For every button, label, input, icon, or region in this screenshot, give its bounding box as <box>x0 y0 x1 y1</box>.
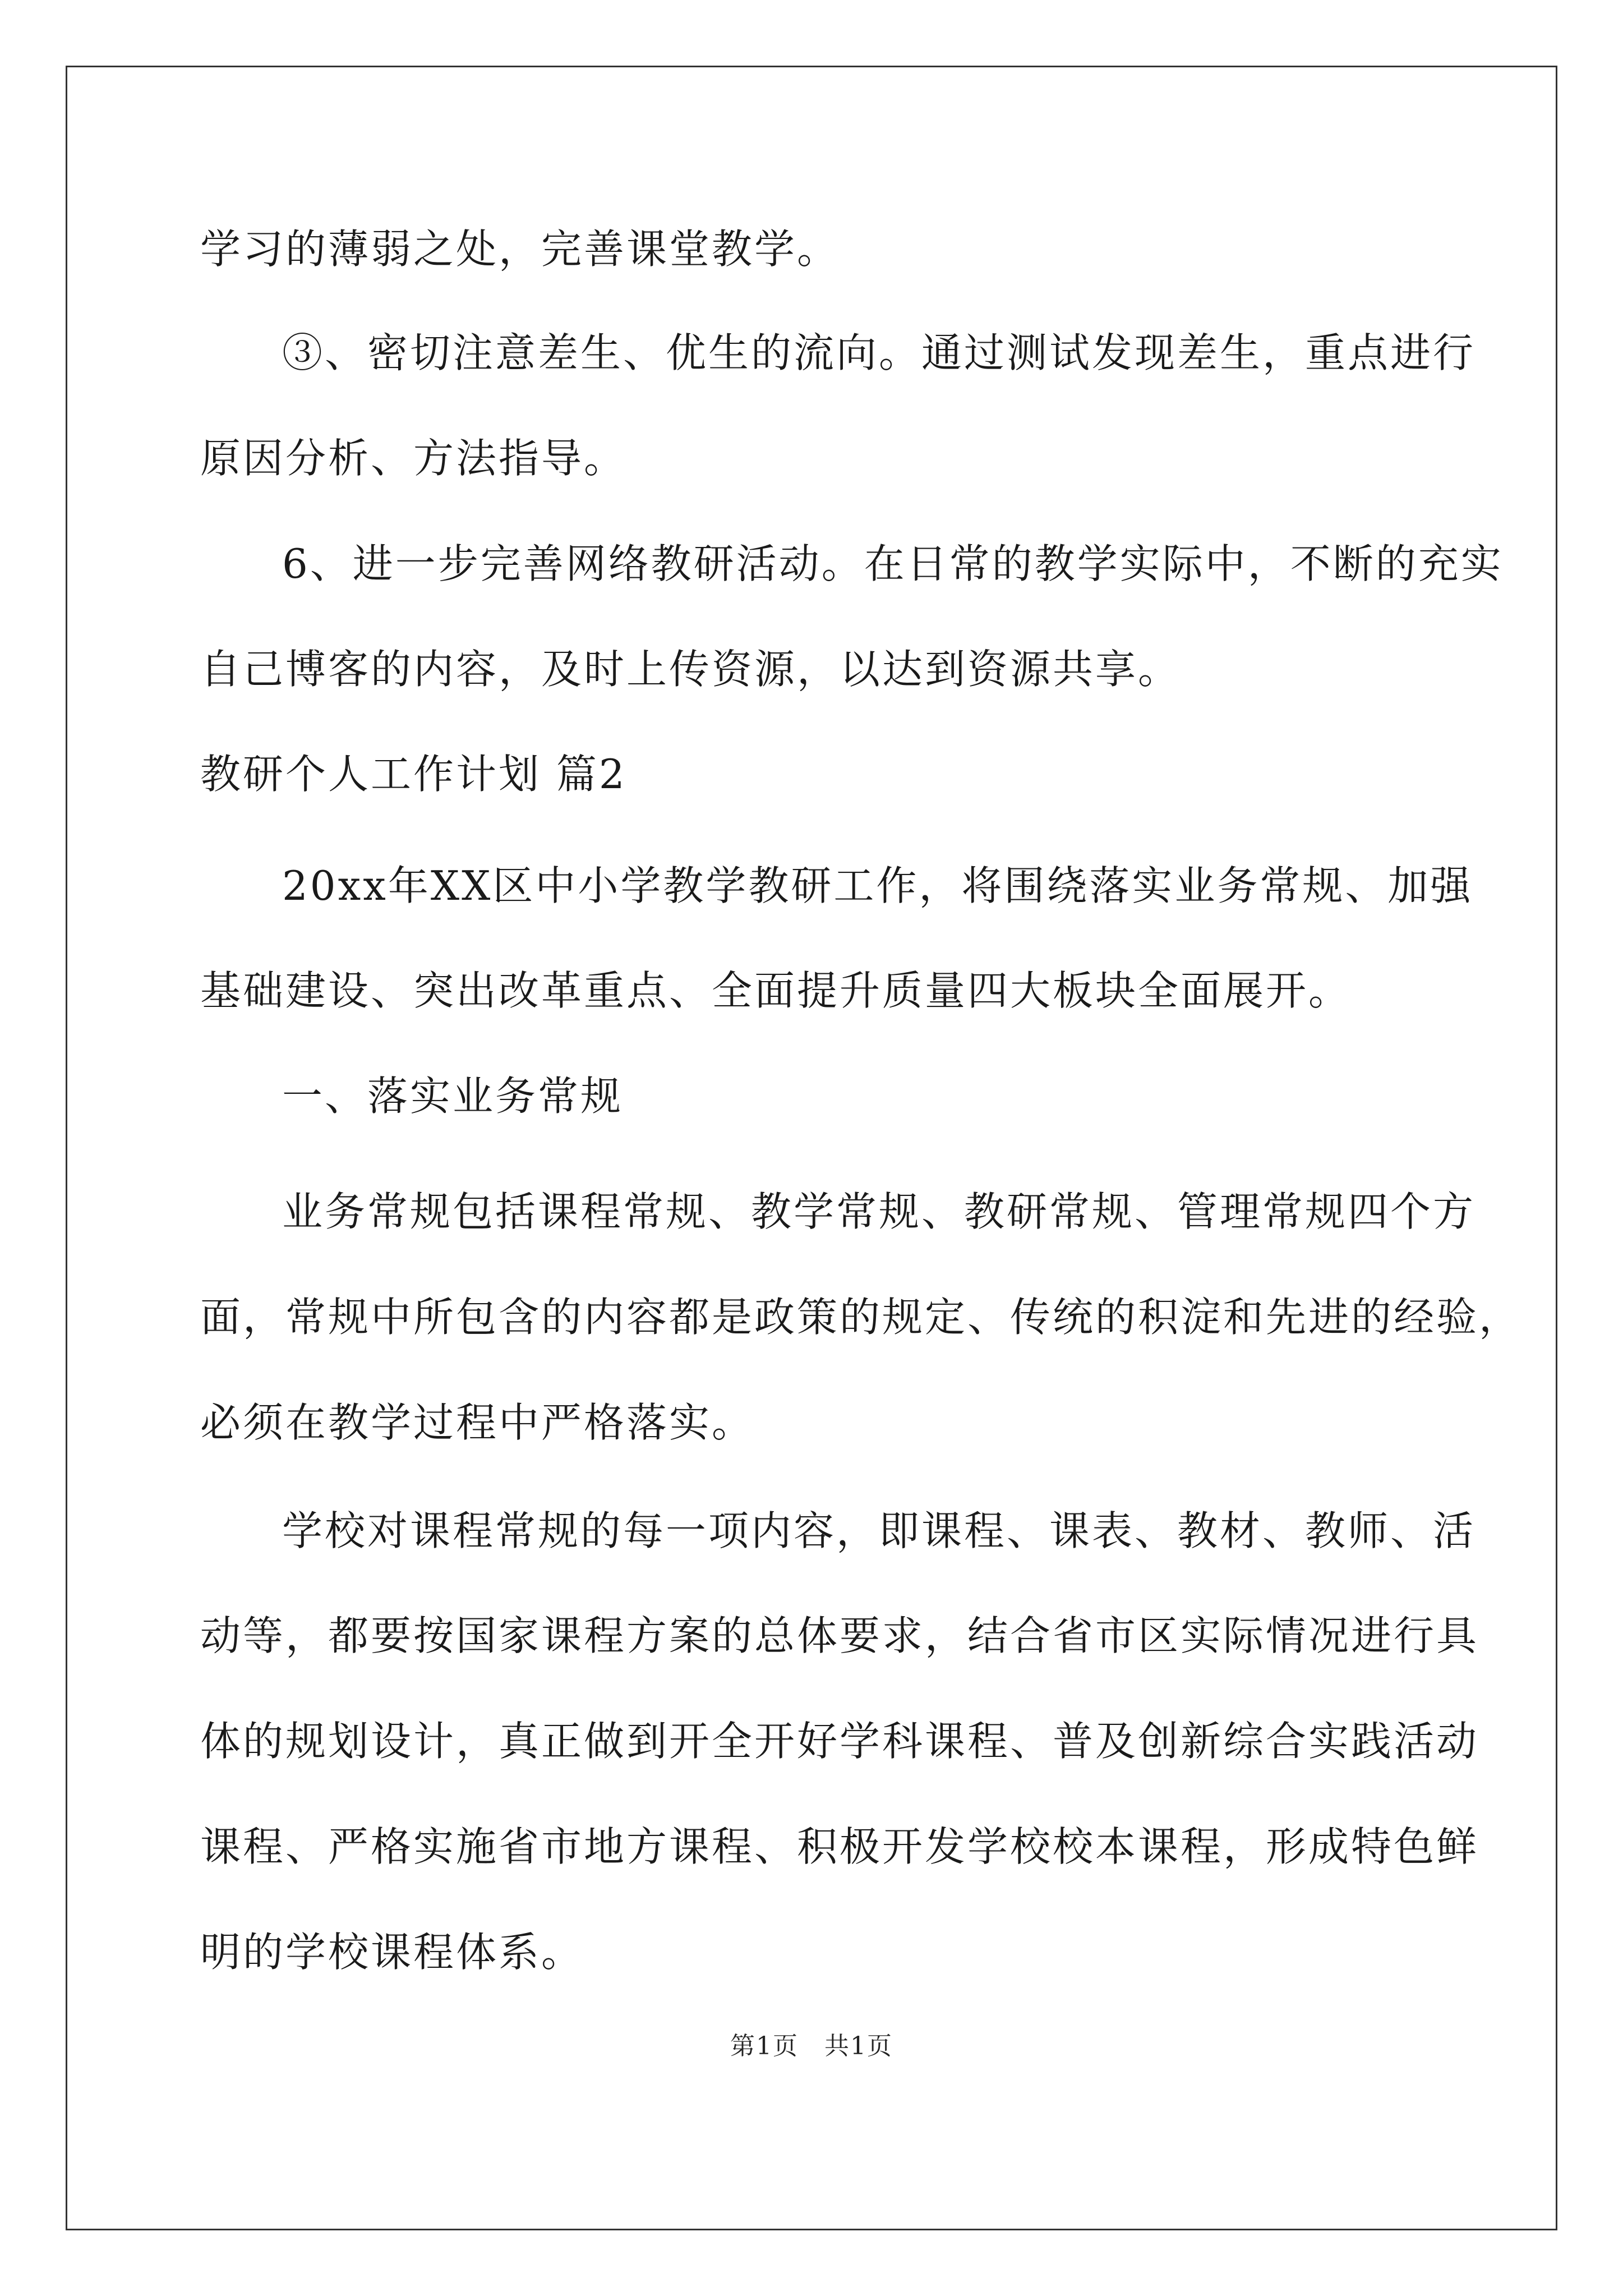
text-line-10: 业务常规包括课程常规、教学常规、教研常规、管理常规四个方 <box>282 1188 1476 1235</box>
text-line-14: 动等，都要按国家课程方案的总体要求，结合省市区实际情况进行具 <box>200 1612 1479 1659</box>
text-line-3: 原因分析、方法指导。 <box>200 435 627 482</box>
text-line-2: ③、密切注意差生、优生的流向。通过测试发现差生，重点进行 <box>282 329 1476 376</box>
text-line-12: 必须在教学过程中严格落实。 <box>200 1399 755 1446</box>
text-line-17: 明的学校课程体系。 <box>200 1929 584 1976</box>
text-line-16: 课程、严格实施省市地方课程、积极开发学校校本课程，形成特色鲜 <box>200 1823 1479 1870</box>
text-line-13: 学校对课程常规的每一项内容，即课程、课表、教材、教师、活 <box>282 1507 1476 1554</box>
text-line-8: 基础建设、突出改革重点、全面提升质量四大板块全面展开。 <box>200 967 1352 1014</box>
section-heading: 教研个人工作计划 篇2 <box>200 751 627 798</box>
text-line-7: 20xx年XX区中小学教学教研工作，将围绕落实业务常规、加强 <box>282 862 1473 909</box>
text-line-11: 面，常规中所包含的内容都是政策的规定、传统的积淀和先进的经验， <box>200 1294 1522 1341</box>
page-footer: 第1页 共1页 <box>730 2032 893 2060</box>
page-border <box>66 66 1557 2230</box>
text-line-4: 6、进一步完善网络教研活动。在日常的教学实际中，不断的充实 <box>282 540 1504 587</box>
text-line-1: 学习的薄弱之处，完善课堂教学。 <box>200 226 840 273</box>
text-line-5: 自己博客的内容，及时上传资源，以达到资源共享。 <box>200 646 1181 693</box>
text-line-15: 体的规划设计，真正做到开全开好学科课程、普及创新综合实践活动 <box>200 1718 1479 1765</box>
subsection-heading: 一、落实业务常规 <box>282 1073 624 1120</box>
